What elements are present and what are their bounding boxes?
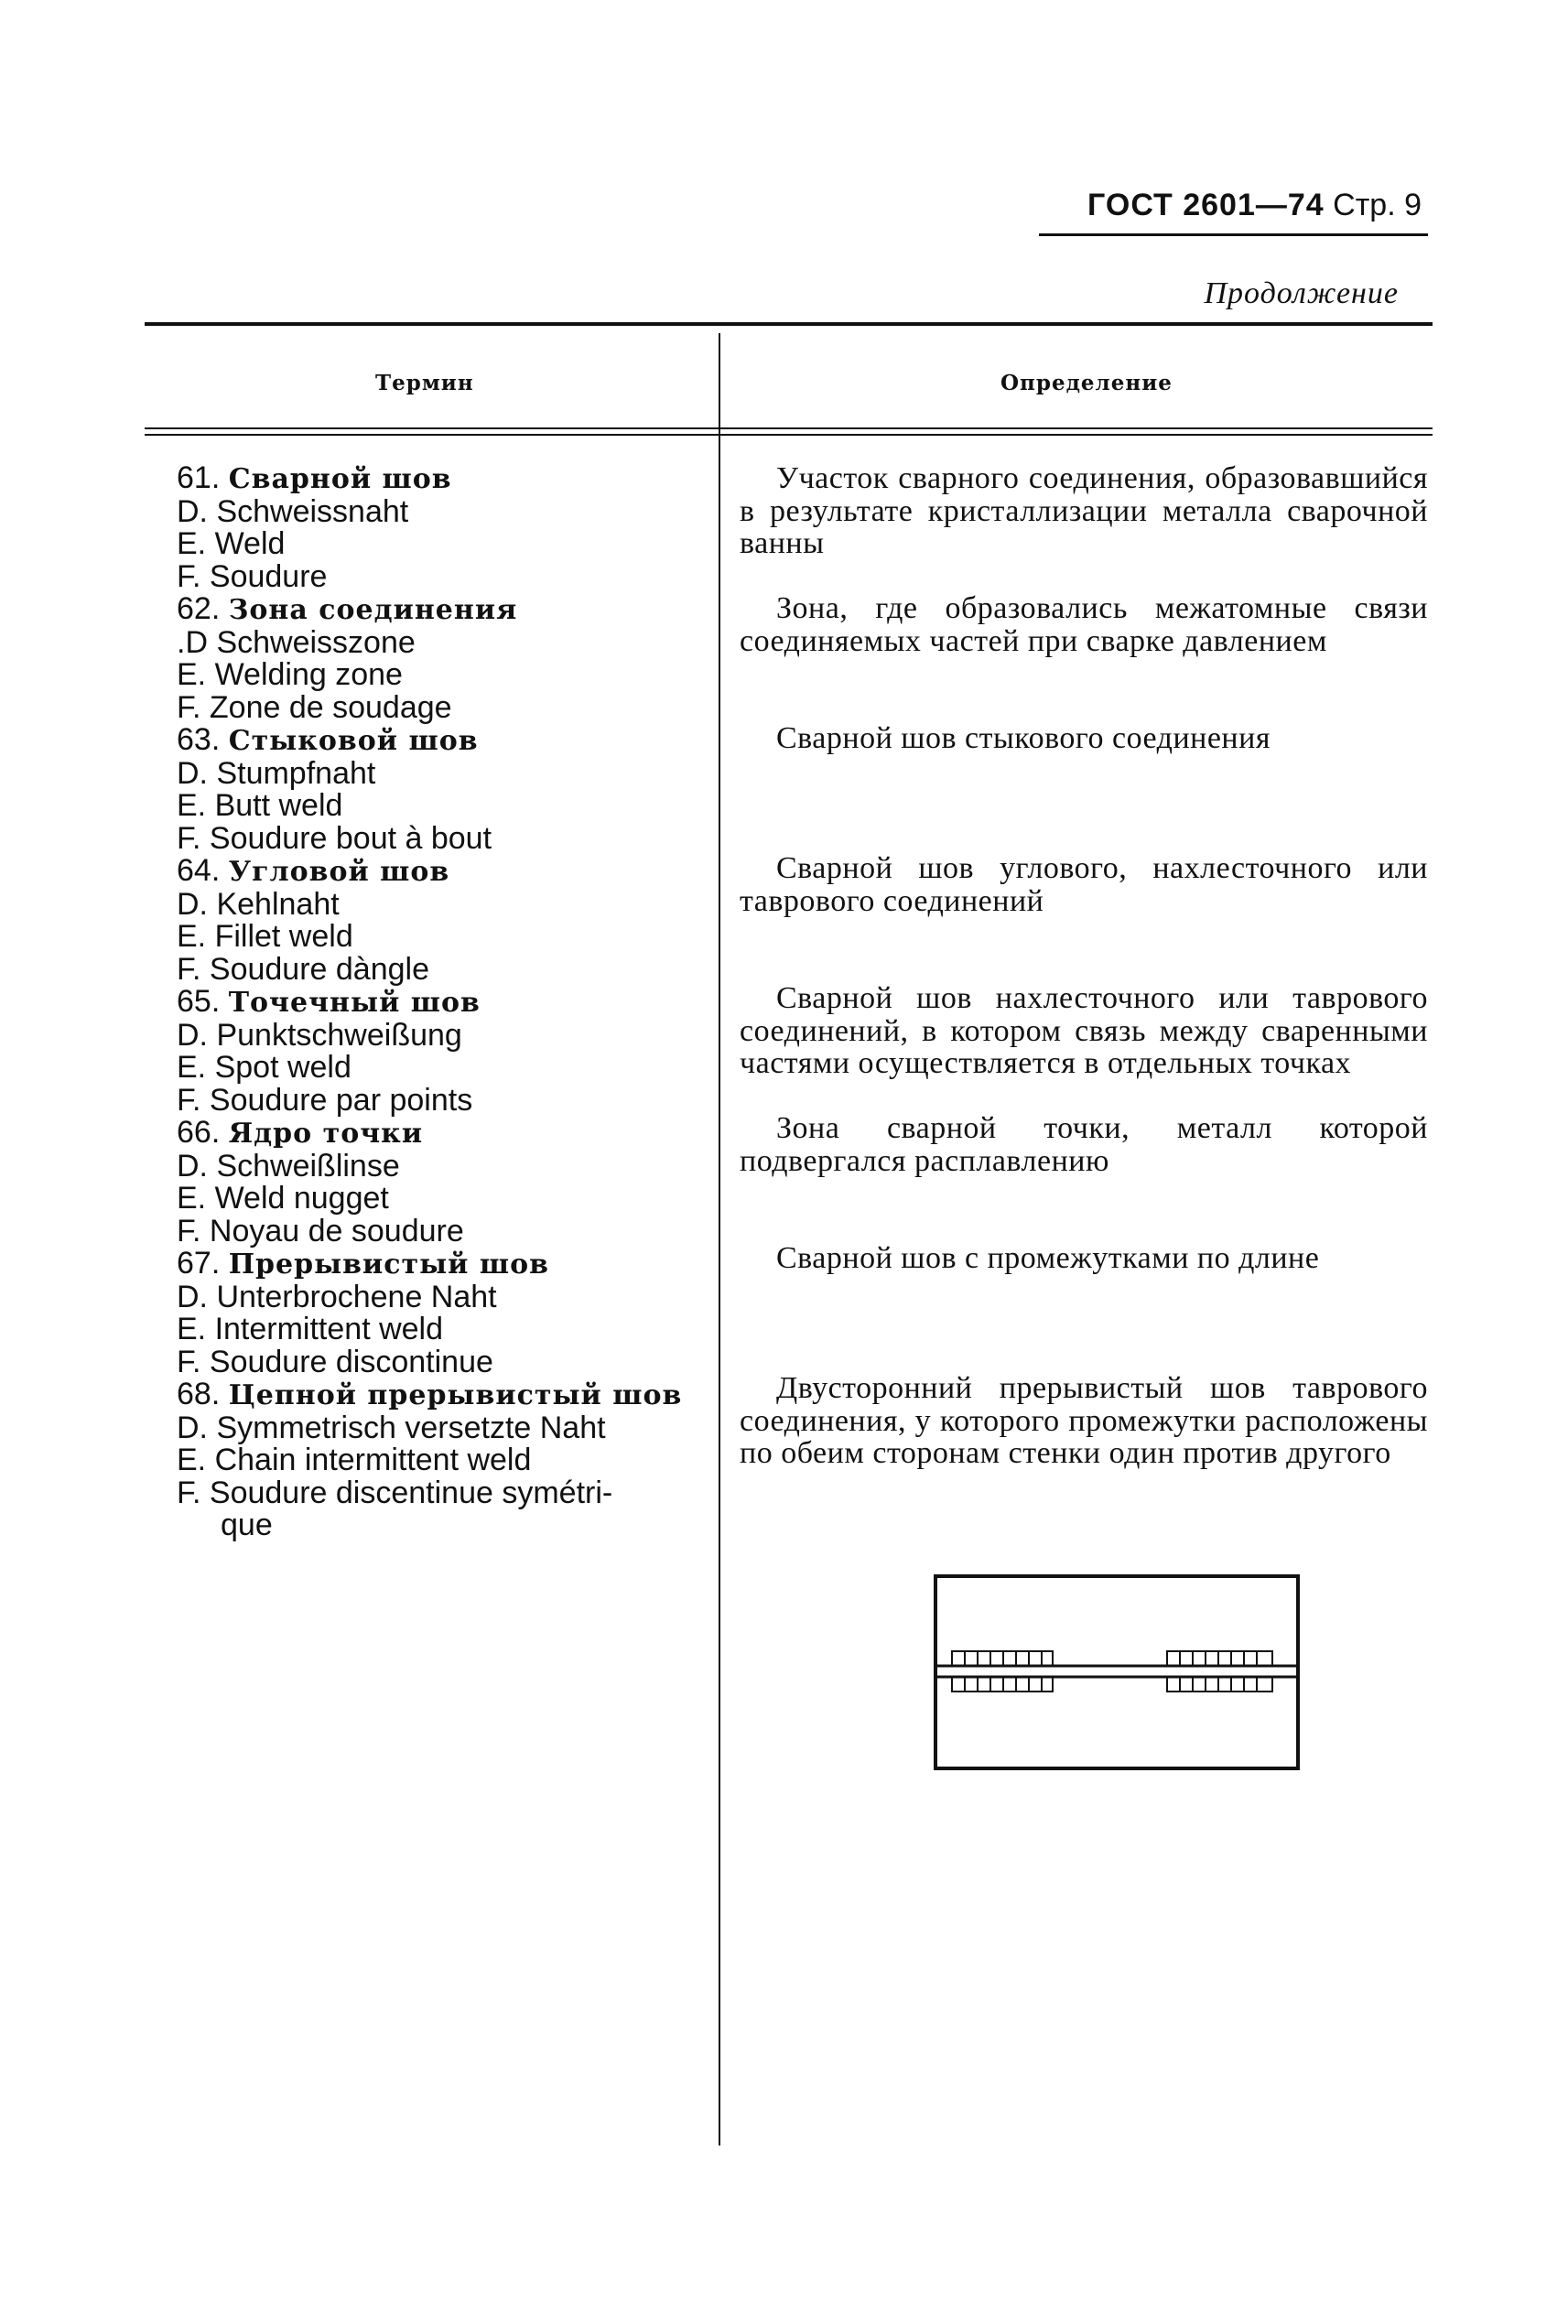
term-english: E. Weld bbox=[177, 526, 286, 561]
term-number: 65. bbox=[177, 984, 221, 1019]
column-header-definitions: Определение bbox=[1000, 371, 1173, 395]
term-entry-66 bbox=[177, 1117, 698, 1248]
term-french: F. Soudure par points bbox=[177, 1082, 473, 1118]
continuation-label: Продолжение bbox=[1204, 276, 1399, 310]
term-number: 64. bbox=[177, 853, 221, 888]
term-french: F. Soudure bbox=[177, 558, 328, 594]
definition-68: Двусторонний прерывистый шов таврового соединения, у которого промежутки расположены по обеим сторонам стенки один против другого bbox=[740, 1371, 1428, 1470]
terms-column bbox=[177, 462, 698, 1542]
term-german: D. Kehlnaht bbox=[177, 886, 340, 922]
term-entry-61 bbox=[177, 462, 698, 593]
term-french: F. Zone de soudage bbox=[177, 689, 452, 725]
column-header-terms: Термин bbox=[375, 371, 474, 395]
weld-segment-top-right bbox=[1167, 1651, 1272, 1666]
term-german: D. Schweissnaht bbox=[177, 493, 409, 529]
term-french-continued: que bbox=[221, 1508, 273, 1542]
term-entry-64 bbox=[177, 855, 698, 986]
term-number: 66. bbox=[177, 1115, 221, 1150]
term-number: 61. bbox=[177, 460, 221, 495]
term-german: D. Punktschweißung bbox=[177, 1017, 462, 1053]
weld-segment-bottom-left bbox=[952, 1677, 1053, 1692]
term-english: E. Fillet weld bbox=[177, 919, 353, 954]
header-underline bbox=[1039, 233, 1428, 236]
weld-segment-bottom-right bbox=[1167, 1677, 1272, 1692]
term-english: E. Welding zone bbox=[177, 657, 403, 692]
term-french: F. Soudure discentinue symétri- bbox=[177, 1475, 613, 1510]
term-number: 63. bbox=[177, 722, 221, 757]
definition-62: Зона, где образовались межатомные связи соединяемых частей при сварке давлением bbox=[740, 591, 1428, 658]
gost-number: ГОСТ 2601—74 bbox=[1087, 188, 1325, 222]
term-french: F. Soudure discontinue bbox=[177, 1344, 493, 1379]
term-english: E. Butt weld bbox=[177, 788, 343, 823]
column-divider bbox=[719, 333, 720, 2146]
term-english: E. Weld nugget bbox=[177, 1181, 389, 1216]
term-number: 67. bbox=[177, 1246, 221, 1281]
term-entry-67 bbox=[177, 1248, 698, 1378]
term-german: D. Stumpfnaht bbox=[177, 755, 376, 791]
term-russian: Сварной шов bbox=[228, 463, 452, 495]
term-german: D. Unterbrochene Naht bbox=[177, 1279, 497, 1314]
term-english: E. Intermittent weld bbox=[177, 1312, 444, 1346]
term-russian: Цепной прерывистый шов bbox=[228, 1379, 683, 1411]
term-number: 68. bbox=[177, 1377, 221, 1411]
definition-61: Участок сварного соединения, образовавшийся в результате кристаллизации металла сварочной ванны bbox=[740, 461, 1428, 560]
term-french: F. Soudure bout à bout bbox=[177, 820, 492, 856]
term-number: 62. bbox=[177, 591, 221, 626]
plate-outline bbox=[935, 1576, 1298, 1768]
term-french: F. Noyau de soudure bbox=[177, 1213, 464, 1248]
term-german: .D Schweisszone bbox=[177, 624, 416, 660]
term-german: D. Schweißlinse bbox=[177, 1148, 400, 1184]
header-rule bbox=[145, 427, 1433, 429]
term-russian: Стыковой шов bbox=[228, 725, 479, 757]
table-top-rule bbox=[145, 322, 1433, 326]
term-entry-68 bbox=[177, 1378, 698, 1542]
definition-64: Сварной шов углового, нахлесточного или таврового соединений bbox=[740, 851, 1428, 918]
weld-segment-top-left bbox=[952, 1651, 1053, 1666]
term-russian: Прерывистый шов bbox=[228, 1248, 549, 1281]
term-french: F. Soudure dàngle bbox=[177, 951, 429, 987]
page-header bbox=[1087, 188, 1422, 223]
definition-66: Зона сварной точки, металл которой подвергался расплавлению bbox=[740, 1111, 1428, 1178]
term-english: E. Spot weld bbox=[177, 1050, 351, 1085]
term-entry-65 bbox=[177, 986, 698, 1117]
term-german: D. Symmetrisch versetzte Naht bbox=[177, 1410, 606, 1445]
header-rule-second bbox=[145, 434, 1433, 436]
definition-65: Сварной шов нахлесточного или таврового соединений, в котором связь между сваренными частями осуществляется в отдельных точках bbox=[740, 981, 1428, 1080]
term-russian: Ядро точки bbox=[228, 1118, 424, 1150]
chain-intermittent-weld-diagram bbox=[934, 1574, 1300, 1776]
term-english: E. Chain intermittent weld bbox=[177, 1443, 532, 1477]
term-russian: Зона соединения bbox=[228, 594, 518, 626]
term-russian: Точечный шов bbox=[228, 987, 481, 1019]
page-number: Стр. 9 bbox=[1333, 188, 1422, 222]
definition-63: Сварной шов стыкового соединения bbox=[776, 721, 1271, 755]
term-entry-63 bbox=[177, 724, 698, 855]
definition-67: Сварной шов с промежутками по длине bbox=[776, 1241, 1320, 1275]
term-entry-62 bbox=[177, 593, 698, 724]
term-russian: Угловой шов bbox=[228, 856, 450, 888]
